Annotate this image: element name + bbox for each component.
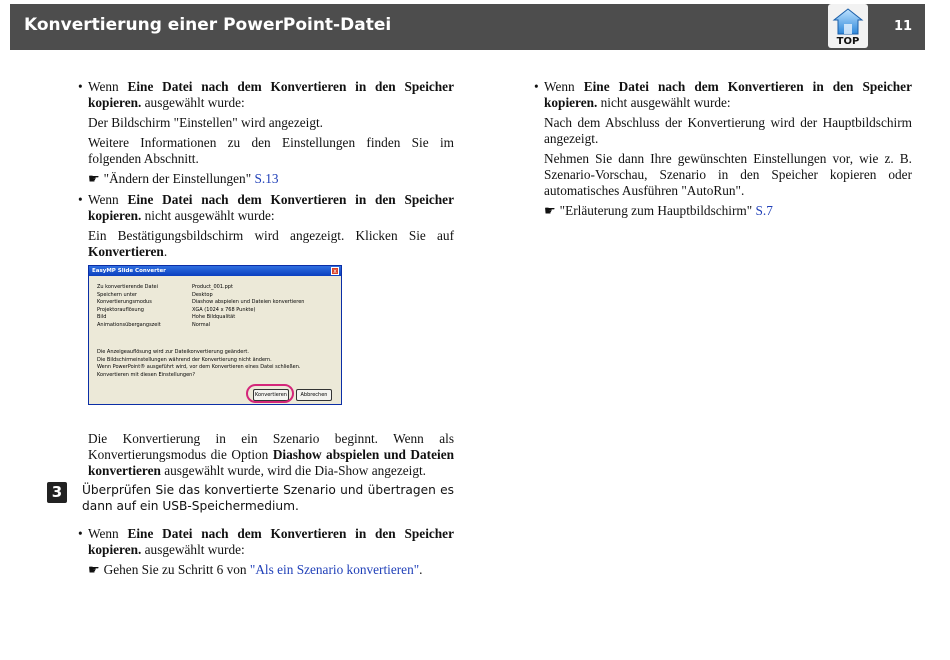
cancel-button[interactable]: Abbrechen (296, 389, 332, 401)
page-title: Konvertierung einer PowerPoint-Datei (24, 15, 392, 35)
setting-value: Hohe Bildqualität (192, 314, 236, 320)
paragraph: Weitere Informationen zu den Einstellungen finden Sie im folgenden Abschnitt. (88, 135, 454, 166)
dialog-title: EasyMP Slide Converter (92, 268, 166, 274)
step-instruction: Überprüfen Sie das konvertierte Szenario und übertragen es dann auf ein USB-Speichermedium. (82, 483, 454, 513)
setting-label: Projektorauflösung (97, 306, 144, 313)
text: Wenn (88, 79, 128, 94)
setting-row (97, 299, 333, 307)
right-column (534, 79, 912, 224)
text: "Erläuterung zum Hauptbildschirm" (559, 203, 756, 218)
message-line: Wenn PowerPoint® ausgeführt wird, vor dem Konvertieren eines Datei schließen. (97, 364, 301, 370)
page-number: 11 (894, 19, 913, 34)
text: Wenn (88, 526, 128, 541)
paragraph (78, 228, 454, 260)
converter-dialog-screenshot (88, 265, 342, 405)
setting-label: Bild (97, 314, 107, 320)
pointing-hand-icon: ☛ (88, 563, 100, 578)
bullet-marker: • (78, 526, 83, 541)
message-line: Die Bildschirmeinstellungen während der Konvertierung nicht ändern. (97, 356, 272, 363)
setting-label: Animationsübergangszeit (97, 321, 161, 328)
text: Ein Bestätigungsbildschirm wird angezeigt. Klicken Sie auf (88, 228, 454, 243)
emphasis: Eine Datei nach dem Konvertieren in den Speicher kopieren. (88, 192, 454, 223)
setting-label: Speichern unter (97, 291, 137, 298)
cross-reference (78, 171, 454, 188)
paragraph (88, 431, 454, 479)
bullet-marker: • (78, 192, 83, 207)
text: nicht ausgewählt wurde: (141, 208, 275, 223)
list-item (78, 192, 454, 224)
bullet-marker: • (78, 79, 83, 94)
page-link[interactable]: S.7 (755, 203, 773, 218)
pointing-hand-icon: ☛ (544, 204, 556, 219)
pointing-hand-icon: ☛ (88, 172, 100, 187)
text: ausgewählt wurde: (141, 542, 245, 557)
emphasis: Diashow abspielen und Dateien konvertieren (88, 447, 454, 479)
setting-row (97, 314, 333, 322)
setting-row (97, 284, 333, 292)
dialog-message (97, 349, 333, 379)
setting-value: Diashow abspielen und Dateien konvertieren (192, 299, 305, 305)
emphasis: Eine Datei nach dem Konvertieren in den Speicher kopieren. (88, 526, 454, 557)
setting-value: Normal (192, 321, 211, 328)
highlight-ring (246, 384, 294, 403)
step-details (78, 526, 454, 583)
paragraph: Der Bildschirm "Einstellen" wird angezeigt. (88, 115, 323, 130)
left-column (78, 79, 454, 264)
cross-reference (534, 203, 912, 220)
cross-reference (78, 562, 454, 579)
setting-value: XGA (1024 x 768 Punkte) (192, 306, 256, 313)
step-number-badge: 3 (47, 482, 67, 503)
setting-label: Zu konvertierende Datei (97, 284, 159, 290)
close-icon[interactable]: x (331, 267, 339, 275)
setting-value: Product_001.ppt (192, 284, 233, 290)
text: Die Konvertierung in ein Szenario beginnt. Wenn als Konvertierungsmodus die Option (88, 431, 454, 463)
list-item (78, 526, 454, 558)
page-header (10, 4, 925, 50)
text: Wenn (544, 79, 584, 94)
setting-label: Konvertierungsmodus (97, 299, 152, 305)
text: nicht ausgewählt wurde: (597, 95, 731, 110)
setting-row (97, 322, 333, 330)
list-item (534, 79, 912, 111)
top-label: TOP (836, 36, 860, 47)
paragraph: Nehmen Sie dann Ihre gewünschten Einstellungen vor, wie z. B. Szenario-Vorschau, Szenario in den Speicher kopieren oder automatisches Ausführen "AutoRun". (544, 151, 912, 198)
page-link[interactable]: "Als ein Szenario konvertieren" (249, 562, 420, 577)
text: "Ändern der Einstellungen" (103, 171, 255, 186)
setting-value: Desktop (192, 291, 213, 298)
text: Wenn (88, 192, 128, 207)
dialog-settings (97, 284, 333, 329)
page-link[interactable]: S.13 (254, 171, 279, 186)
dialog-titlebar (89, 266, 341, 276)
setting-row (97, 307, 333, 315)
message-line: Die Anzeigeauflösung wird zur Dateikonvertierung geändert. (97, 349, 249, 355)
emphasis: Konvertieren (88, 244, 164, 259)
setting-row (97, 292, 333, 300)
text: ausgewählt wurde, wird die Dia-Show angezeigt. (160, 463, 426, 479)
text: ausgewählt wurde: (141, 95, 245, 110)
list-item (78, 79, 454, 111)
emphasis: Eine Datei nach dem Konvertieren in den Speicher kopieren. (544, 79, 912, 110)
text: . (419, 562, 423, 577)
top-button[interactable] (828, 4, 868, 48)
paragraph: Nach dem Abschluss der Konvertierung wird der Hauptbildschirm angezeigt. (544, 115, 912, 146)
convert-button[interactable]: Konvertieren (253, 389, 289, 401)
text: . (163, 244, 168, 259)
text: Gehen Sie zu Schritt 6 von (103, 562, 250, 577)
bullet-marker: • (534, 79, 539, 94)
emphasis: Eine Datei nach dem Konvertieren in den Speicher kopieren. (88, 79, 454, 110)
home-icon (828, 6, 868, 38)
message-line: Konvertieren mit diesen Einstellungen? (97, 371, 195, 378)
